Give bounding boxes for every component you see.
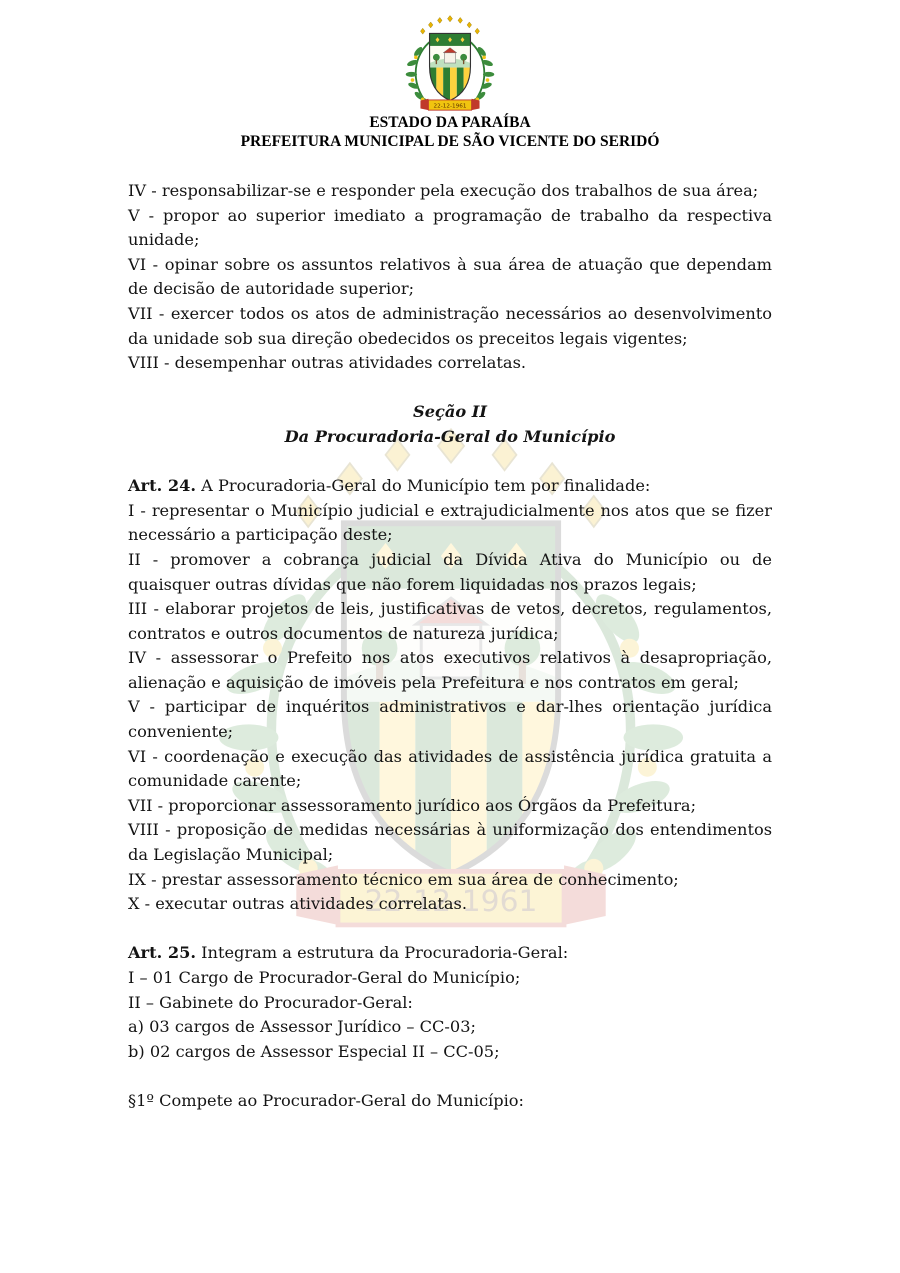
article-24-item: III - elaborar projetos de leis, justificativas de vetos, decretos, regulamentos, contratos e outros documentos de natureza jurídica;	[128, 599, 772, 643]
article-25-lead	[128, 941, 772, 966]
spacer	[128, 917, 772, 942]
section-title: Seção II	[413, 402, 487, 422]
section-subtitle: Da Procuradoria-Geral do Município	[284, 426, 616, 446]
spacer	[128, 450, 772, 475]
intro-item: VI - opinar sobre os assuntos relativos à sua área de atuação que dependam de decisão de autoridade superior;	[128, 254, 772, 299]
spacer	[128, 1064, 772, 1089]
article-24-item: VIII - proposição de medidas necessárias à uniformização dos entendimentos da Legislação Municipal;	[128, 820, 772, 865]
spacer	[128, 376, 772, 401]
article-25-item: I – 01 Cargo de Procurador-Geral do Município;	[128, 968, 521, 987]
header-municipality: PREFEITURA MUNICIPAL DE SÃO VICENTE DO SERIDÓ	[240, 133, 660, 150]
intro-item: IV - responsabilizar-se e responder pela execução dos trabalhos de sua área;	[128, 181, 759, 200]
article-24-label: Art. 24.	[128, 476, 196, 496]
article-24-item: II - promover a cobrança judicial da Dívida Ativa do Município ou de quaisquer outras dívidas que não forem liquidadas nos prazos legais;	[128, 549, 772, 594]
article-25-lead-text: Integram a estrutura da Procuradoria-Geral:	[201, 943, 569, 963]
header-state: ESTADO DA PARAÍBA	[369, 114, 531, 131]
article-24-lead	[128, 474, 772, 499]
article-24-item: IX - prestar assessoramento técnico em sua área de conhecimento;	[128, 869, 679, 889]
document-body	[128, 179, 772, 1114]
intro-item: V - propor ao superior imediato a programação de trabalho da respectiva unidade;	[128, 205, 772, 250]
article-25-item: II – Gabinete do Procurador-Geral:	[128, 992, 413, 1012]
article-24-item: X - executar outras atividades correlatas.	[128, 894, 467, 914]
document-header	[0, 0, 900, 151]
intro-item: VIII - desempenhar outras atividades correlatas.	[128, 353, 527, 373]
article-24-item: I - representar o Município judicial e extrajudicialmente nos atos que se fizer necessário a participação deste;	[128, 500, 772, 545]
article-24-item: V - participar de inquéritos administrativos e dar-lhes orientação jurídica conveniente;	[128, 697, 772, 742]
intro-item: VII - exercer todos os atos de administração necessários ao desenvolvimento da unidade sob sua direção obedecidos os preceitos legais vigentes;	[128, 303, 772, 348]
article-25-item: a) 03 cargos de Assessor Jurídico – CC-03;	[128, 1017, 476, 1037]
article-24-item: IV - assessorar o Prefeito nos atos executivos relativos à desapropriação, alienação e aquisição de imóveis pela Prefeitura e nos contratos em geral;	[128, 648, 772, 692]
article-24-lead-text: A Procuradoria-Geral do Município tem por finalidade:	[201, 476, 651, 496]
coat-of-arms	[404, 13, 496, 113]
article-25-item: b) 02 cargos de Assessor Especial II – CC-05;	[128, 1041, 500, 1061]
article-25-label: Art. 25.	[128, 943, 196, 963]
article-24-item: VI - coordenação e execução das atividades de assistência jurídica gratuita a comunidade carente;	[128, 746, 772, 791]
paragraph-s1: §1º Compete ao Procurador-Geral do Município:	[128, 1090, 524, 1110]
article-24-item: VII - proporcionar assessoramento jurídico aos Órgãos da Prefeitura;	[128, 795, 697, 815]
